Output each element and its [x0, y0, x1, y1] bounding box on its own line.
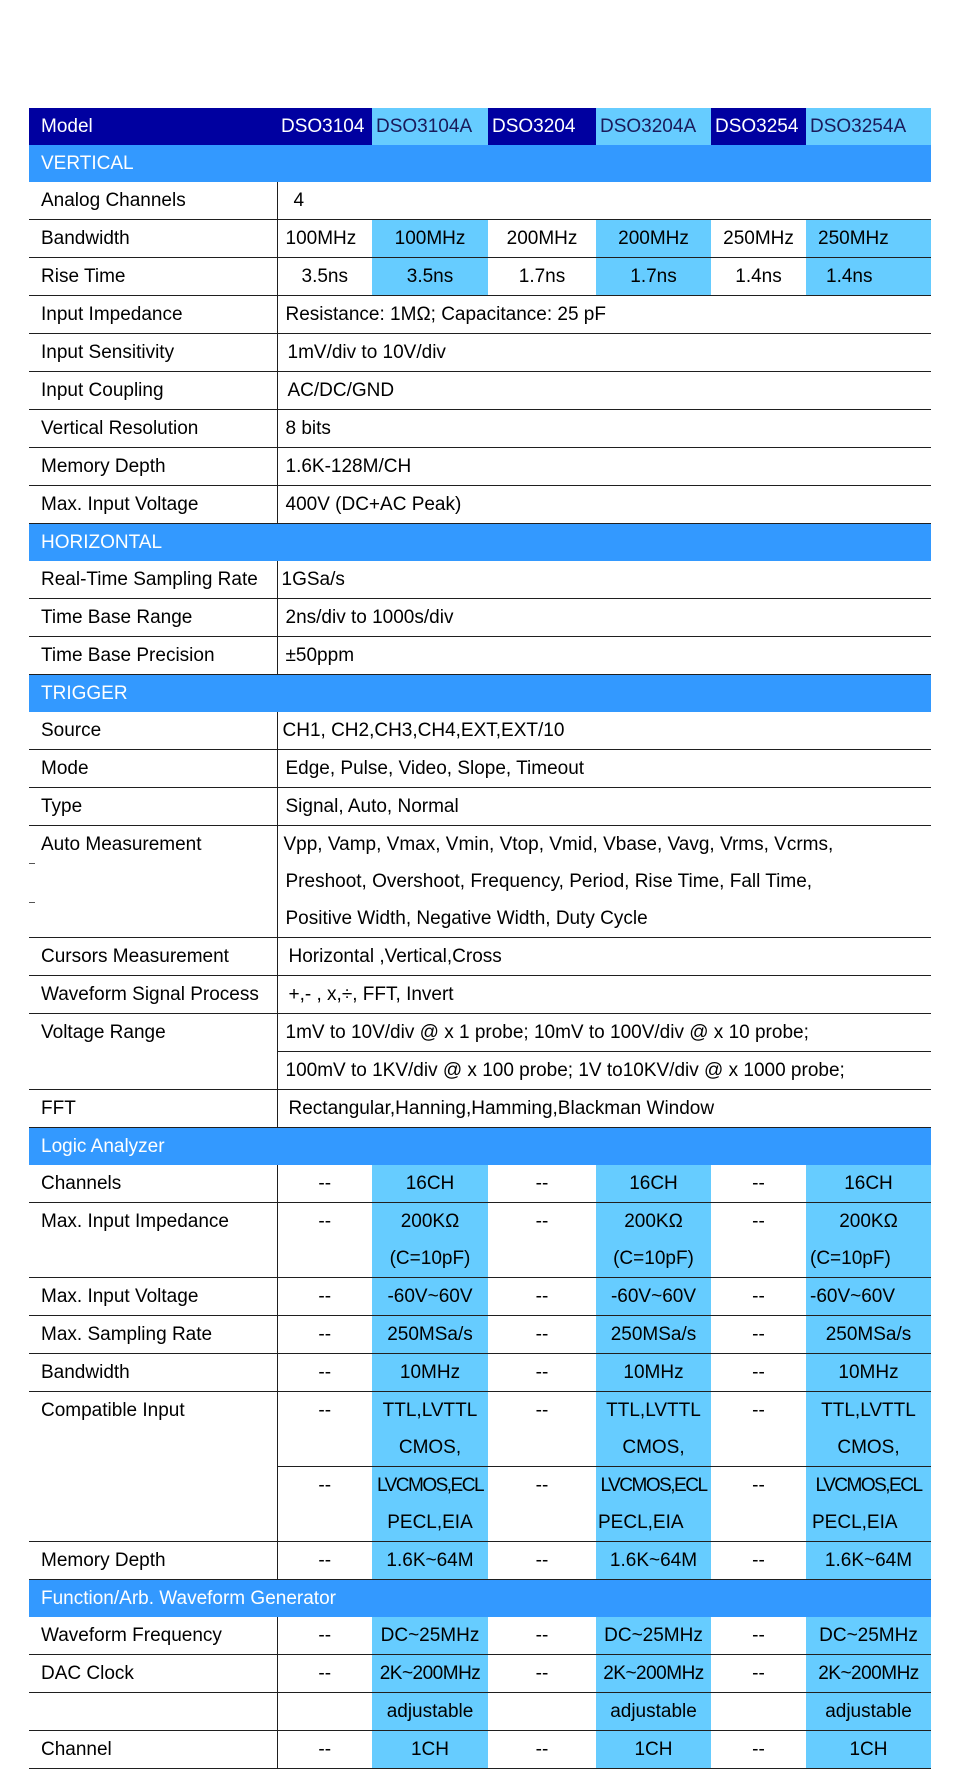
dash: -- [318, 1474, 332, 1496]
spec-label: Real-Time Sampling Rate [29, 561, 277, 599]
spec-row [29, 1504, 931, 1542]
empty-cell [277, 1240, 372, 1278]
section-title: HORIZONTAL [29, 524, 931, 562]
spec-label: Bandwidth [29, 1354, 277, 1392]
spec-value: 8 bits [277, 410, 931, 448]
spec-label: Analog Channels [29, 182, 277, 220]
dash: -- [488, 1655, 596, 1693]
spec-value: (C=10pF) [806, 1240, 931, 1278]
empty-cell [277, 1504, 372, 1542]
spec-value: (C=10pF) [596, 1240, 711, 1278]
spec-value: 10MHz [596, 1354, 711, 1392]
section-trigger [29, 675, 931, 713]
spec-value: Positive Width, Negative Width, Duty Cycle [277, 900, 931, 938]
spec-value: 1.6K~64M [806, 1542, 931, 1580]
model-dso3204a: DSO3204A [596, 108, 711, 145]
spec-value: -60V~60V [372, 1278, 488, 1316]
dash: -- [535, 1399, 549, 1421]
spec-row [29, 712, 931, 750]
spec-row [29, 788, 931, 826]
spec-value: 1CH [806, 1731, 931, 1769]
spec-row [29, 1429, 931, 1467]
spec-value: 3.5ns [277, 258, 372, 296]
spec-value: PECL,EIA [372, 1504, 488, 1542]
spec-row [29, 1316, 931, 1354]
spec-label: Channel [29, 1731, 277, 1769]
empty-cell [711, 1429, 806, 1467]
spec-label: Max. Sampling Rate [29, 1316, 277, 1354]
spec-row [29, 1542, 931, 1580]
spec-value: adjustable [806, 1693, 931, 1731]
spec-label: Input Coupling [29, 372, 277, 410]
dash: -- [752, 1474, 765, 1496]
spec-value: 250MSa/s [806, 1316, 931, 1354]
spec-row [29, 182, 931, 220]
spec-value: 100MHz [372, 220, 488, 258]
dash: -- [488, 1316, 596, 1354]
spec-label: Time Base Range [29, 599, 277, 637]
spec-label: Auto Measurement [29, 826, 277, 864]
model-dso3204: DSO3204 [488, 108, 596, 145]
spec-label: FFT [29, 1090, 277, 1128]
spec-label: Memory Depth [29, 448, 277, 486]
spec-row [29, 448, 931, 486]
spec-label: Vertical Resolution [29, 410, 277, 448]
model-dso3104a: DSO3104A [372, 108, 488, 145]
spec-label-empty [29, 1504, 277, 1542]
spec-row [29, 1014, 931, 1052]
spec-value: 2K~200MHz [372, 1655, 488, 1693]
spec-label: Waveform Signal Process [29, 976, 277, 1014]
section-title: VERTICAL [29, 145, 931, 182]
spec-label: Input Sensitivity [29, 334, 277, 372]
spec-row [29, 1731, 931, 1769]
dash: -- [277, 1354, 372, 1392]
margin-tick [29, 902, 35, 903]
section-title: TRIGGER [29, 675, 931, 713]
spec-label: Max. Input Impedance [29, 1203, 277, 1241]
spec-row [29, 296, 931, 334]
spec-label: Waveform Frequency [29, 1617, 277, 1655]
dash: -- [277, 1165, 372, 1203]
dash: -- [277, 1617, 372, 1655]
spec-value: Edge, Pulse, Video, Slope, Timeout [277, 750, 931, 788]
spec-value: 1.7ns [596, 258, 711, 296]
spec-row [29, 1354, 931, 1392]
spec-value: -60V~60V [806, 1278, 931, 1316]
spec-value: 1CH [372, 1731, 488, 1769]
spec-value: -60V~60V [596, 1278, 711, 1316]
spec-row [29, 1052, 931, 1090]
spec-value: PECL,EIA [596, 1504, 711, 1542]
spec-label-empty [29, 1693, 277, 1731]
spec-value: Signal, Auto, Normal [277, 788, 931, 826]
spec-value: 1.6K~64M [596, 1542, 711, 1580]
spec-row [29, 1617, 931, 1655]
spec-value: Resistance: 1MΩ; Capacitance: 25 pF [277, 296, 931, 334]
dash: -- [318, 1399, 332, 1421]
empty-cell [488, 1693, 596, 1731]
spec-label: Bandwidth [29, 220, 277, 258]
model-dso3254a: DSO3254A [806, 108, 931, 145]
spec-label-empty [29, 1052, 277, 1090]
spec-row [29, 1392, 931, 1430]
spec-value: 2ns/div to 1000s/div [277, 599, 931, 637]
spec-value: 1.4ns [806, 258, 931, 296]
dash: -- [488, 1278, 596, 1316]
empty-cell [711, 1504, 806, 1542]
spec-value: +,- , x,÷, FFT, Invert [277, 976, 931, 1014]
dash: -- [318, 1210, 332, 1232]
spec-label: Channels [29, 1165, 277, 1203]
spec-label: Mode [29, 750, 277, 788]
spec-value: CMOS, [372, 1429, 488, 1467]
spec-label: Voltage Range [29, 1014, 277, 1052]
spec-row [29, 220, 931, 258]
spec-value: 1CH [596, 1731, 711, 1769]
dash: -- [711, 1542, 806, 1580]
dash: -- [711, 1731, 806, 1769]
empty-cell [711, 1240, 806, 1278]
spec-row [29, 372, 931, 410]
dash: -- [752, 1399, 765, 1421]
spec-label: Time Base Precision [29, 637, 277, 675]
spec-value: 250MSa/s [596, 1316, 711, 1354]
model-dso3104: DSO3104 [277, 108, 372, 145]
spec-label: Rise Time [29, 258, 277, 296]
spec-row [29, 1693, 931, 1731]
dash: -- [488, 1542, 596, 1580]
spec-label-empty [29, 1240, 277, 1278]
dash: -- [488, 1354, 596, 1392]
spec-label: Max. Input Voltage [29, 486, 277, 524]
spec-value: 10MHz [372, 1354, 488, 1392]
section-title: Logic Analyzer [29, 1128, 931, 1166]
spec-label: Compatible Input [29, 1392, 277, 1430]
empty-cell [711, 1693, 806, 1731]
spec-value: DC~25MHz [372, 1617, 488, 1655]
dash: -- [711, 1655, 806, 1693]
dash: -- [752, 1210, 765, 1232]
spec-value: adjustable [596, 1693, 711, 1731]
spec-row [29, 1467, 931, 1505]
dash: -- [277, 1655, 372, 1693]
dash: -- [488, 1731, 596, 1769]
model-dso3254: DSO3254 [711, 108, 806, 145]
spec-value: 1GSa/s [277, 561, 931, 599]
model-label: Model [29, 108, 277, 145]
spec-value: 200MHz [596, 220, 711, 258]
spec-value: 1.6K-128M/CH [277, 448, 931, 486]
spec-label: Source [29, 712, 277, 750]
section-function-generator [29, 1580, 931, 1618]
spec-value: 250MHz [711, 220, 806, 258]
spec-value: 100MHz [277, 220, 372, 258]
spec-row [29, 1090, 931, 1128]
spec-value: 250MSa/s [372, 1316, 488, 1354]
spec-value: 4 [277, 182, 931, 220]
spec-value: 100mV to 1KV/div @ x 100 probe; 1V to10KV/div @ x 1000 probe; [277, 1052, 931, 1090]
spec-value: CH1, CH2,CH3,CH4,EXT,EXT/10 [277, 712, 931, 750]
spec-row [29, 410, 931, 448]
spec-row [29, 863, 931, 900]
dash: -- [277, 1278, 372, 1316]
spec-value: 200KΩ [806, 1203, 931, 1241]
spec-value: LVCMOS,ECL [372, 1467, 488, 1505]
spec-label-empty [29, 1467, 277, 1505]
spec-row [29, 1278, 931, 1316]
spec-value: 2K~200MHz [806, 1655, 931, 1693]
spec-value: CMOS, [806, 1429, 931, 1467]
empty-cell [488, 1504, 596, 1542]
spec-label-empty [29, 900, 277, 938]
spec-label: Cursors Measurement [29, 938, 277, 976]
spec-value: adjustable [372, 1693, 488, 1731]
spec-value: LVCMOS,ECL [596, 1467, 711, 1505]
spec-value: (C=10pF) [372, 1240, 488, 1278]
spec-row [29, 826, 931, 864]
spec-value: 200KΩ [596, 1203, 711, 1241]
margin-tick [29, 863, 35, 864]
spec-row [29, 1203, 931, 1241]
empty-cell [488, 1240, 596, 1278]
spec-value: Vpp, Vamp, Vmax, Vmin, Vtop, Vmid, Vbase, Vavg, Vrms, Vcrms, [283, 833, 834, 855]
section-title: Function/Arb. Waveform Generator [29, 1580, 931, 1618]
spec-value: 1.4ns [711, 258, 806, 296]
spec-value: 3.5ns [372, 258, 488, 296]
spec-value: 1mV/div to 10V/div [277, 334, 931, 372]
spec-row [29, 976, 931, 1014]
empty-cell [277, 1693, 372, 1731]
dash: -- [535, 1474, 549, 1496]
spec-value: CMOS, [596, 1429, 711, 1467]
spec-value: 250MHz [806, 220, 931, 258]
spec-table [29, 108, 931, 1769]
spec-row [29, 1240, 931, 1278]
dash: -- [488, 1617, 596, 1655]
section-logic-analyzer [29, 1128, 931, 1166]
spec-row [29, 258, 931, 296]
dash: -- [488, 1165, 596, 1203]
spec-row [29, 938, 931, 976]
spec-row [29, 1655, 931, 1693]
spec-label: Memory Depth [29, 1542, 277, 1580]
spec-value: 16CH [806, 1165, 931, 1203]
spec-value: 16CH [596, 1165, 711, 1203]
dash: -- [277, 1542, 372, 1580]
dash: -- [711, 1278, 806, 1316]
spec-value: 1.7ns [488, 258, 596, 296]
spec-label-empty [29, 863, 277, 900]
spec-label: Type [29, 788, 277, 826]
empty-cell [277, 1429, 372, 1467]
spec-value: 2K~200MHz [596, 1655, 711, 1693]
dash: -- [711, 1617, 806, 1655]
spec-value: Preshoot, Overshoot, Frequency, Period, Rise Time, Fall Time, [285, 870, 813, 892]
dash: -- [711, 1165, 806, 1203]
spec-value: DC~25MHz [596, 1617, 711, 1655]
spec-value: 10MHz [806, 1354, 931, 1392]
spec-value: 200KΩ [372, 1203, 488, 1241]
spec-value: 16CH [372, 1165, 488, 1203]
section-vertical [29, 145, 931, 182]
spec-label: Input Impedance [29, 296, 277, 334]
spec-value: 200MHz [488, 220, 596, 258]
spec-value: TTL,LVTTL [596, 1392, 711, 1430]
dash: -- [711, 1316, 806, 1354]
spec-row [29, 1165, 931, 1203]
spec-row [29, 334, 931, 372]
spec-value: ±50ppm [277, 637, 931, 675]
spec-value: TTL,LVTTL [806, 1392, 931, 1430]
spec-label: DAC Clock [29, 1655, 277, 1693]
spec-row [29, 750, 931, 788]
spec-value: PECL,EIA [806, 1504, 931, 1542]
empty-cell [488, 1429, 596, 1467]
spec-row [29, 486, 931, 524]
spec-value: DC~25MHz [806, 1617, 931, 1655]
spec-label-empty [29, 1429, 277, 1467]
spec-label: Max. Input Voltage [29, 1278, 277, 1316]
spec-value: Horizontal ,Vertical,Cross [277, 938, 931, 976]
spec-value: Rectangular,Hanning,Hamming,Blackman Window [277, 1090, 931, 1128]
spec-row [29, 599, 931, 637]
spec-row [29, 561, 931, 599]
spec-value: AC/DC/GND [277, 372, 931, 410]
spec-value: TTL,LVTTL [372, 1392, 488, 1430]
spec-row [29, 637, 931, 675]
model-header-row [29, 108, 931, 145]
spec-row [29, 900, 931, 938]
dash: -- [277, 1316, 372, 1354]
spec-value: 1mV to 10V/div @ x 1 probe; 10mV to 100V/div @ x 10 probe; [277, 1014, 931, 1052]
spec-value: 1.6K~64M [372, 1542, 488, 1580]
dash: -- [535, 1210, 549, 1232]
spec-value: 400V (DC+AC Peak) [277, 486, 931, 524]
dash: -- [277, 1731, 372, 1769]
section-horizontal [29, 524, 931, 562]
dash: -- [711, 1354, 806, 1392]
spec-value: LVCMOS,ECL [806, 1467, 931, 1505]
